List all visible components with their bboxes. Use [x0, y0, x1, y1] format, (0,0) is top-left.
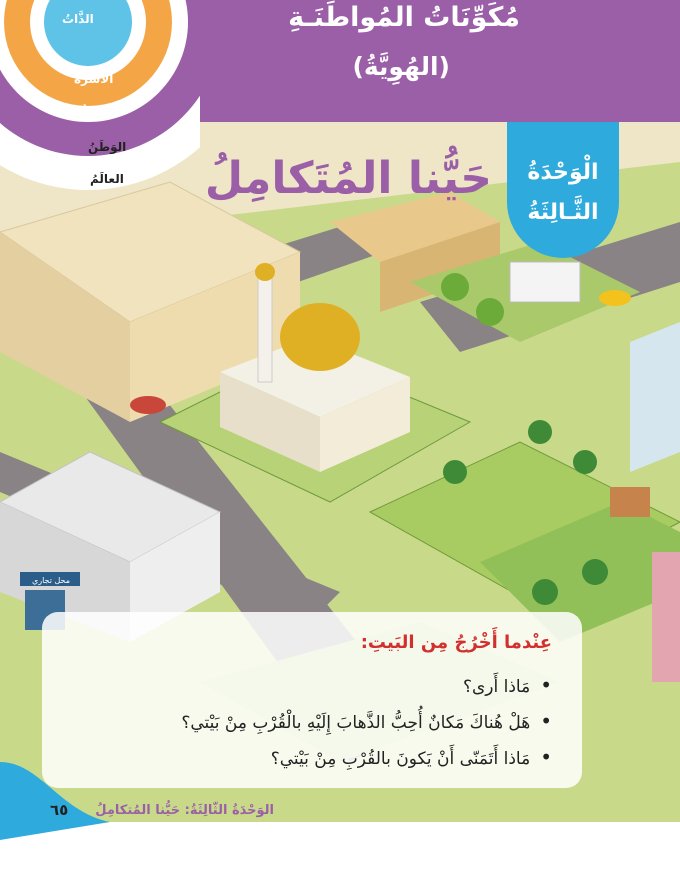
unit-badge-line1: الْوَحْدَةُ — [527, 160, 599, 185]
mosque-dome — [280, 303, 360, 371]
building-pink — [652, 552, 680, 682]
ring-label-world: العالَمُ — [90, 172, 124, 186]
question-item: • مَاذا أَرى؟ — [52, 670, 552, 706]
question-panel — [42, 612, 582, 788]
rings-svg — [0, 0, 200, 200]
question-item: • هَلْ هُناكَ مَكانٌ أُحِبُّ الذَّهابَ إِلَيْهِ بالْقُرْبِ مِنْ بَيْتي؟ — [52, 706, 552, 742]
tree — [476, 298, 504, 326]
red-car — [130, 396, 166, 414]
ring-label-self: الذَّاتُ — [62, 12, 94, 26]
chapter-title: حَيُّنا المُتَكامِلُ — [204, 153, 492, 204]
tree — [443, 460, 467, 484]
page-number: ٦٥ — [50, 801, 69, 819]
header-subtitle: (الهُوِيَّةُ) — [352, 52, 450, 81]
unit-badge-line2: الثَّـالِثَةُ — [527, 200, 599, 225]
tree — [532, 579, 558, 605]
question-heading: عِنْدما أَخْرُجُ مِن البَيتِ: — [360, 632, 552, 653]
tree — [582, 559, 608, 585]
question-list — [52, 670, 552, 778]
shop-sign-text: محل تجاري — [31, 576, 70, 585]
modern-house — [510, 262, 580, 302]
building-right — [630, 322, 680, 472]
playground — [610, 487, 650, 517]
ring-label-neighborhood: الحَيُّ — [80, 104, 110, 118]
minaret-dome — [255, 263, 275, 281]
tree — [528, 420, 552, 444]
tree — [441, 273, 469, 301]
scene-bottom-edge — [0, 822, 680, 840]
tree — [573, 450, 597, 474]
question-item: • مَاذا أَتَمَنّى أَنْ يَكونَ بالقُرْبِ مِنْ بَيْتي؟ — [52, 742, 552, 778]
footer-unit-title: الوَحْدَةُ الثّالِثَةُ: حَيُّنا المُتكامِلُ — [95, 803, 274, 818]
ring-label-homeland: الوَطَنُ — [88, 140, 127, 154]
ring-label-family: الأُسْرَةُ — [74, 72, 114, 86]
minaret — [258, 272, 272, 382]
identity-rings — [0, 0, 200, 200]
yellow-car — [599, 290, 631, 306]
header-title: مُكَوِّنَاتُ المُواطَنَـةِ — [288, 2, 520, 33]
unit-badge — [507, 122, 619, 258]
